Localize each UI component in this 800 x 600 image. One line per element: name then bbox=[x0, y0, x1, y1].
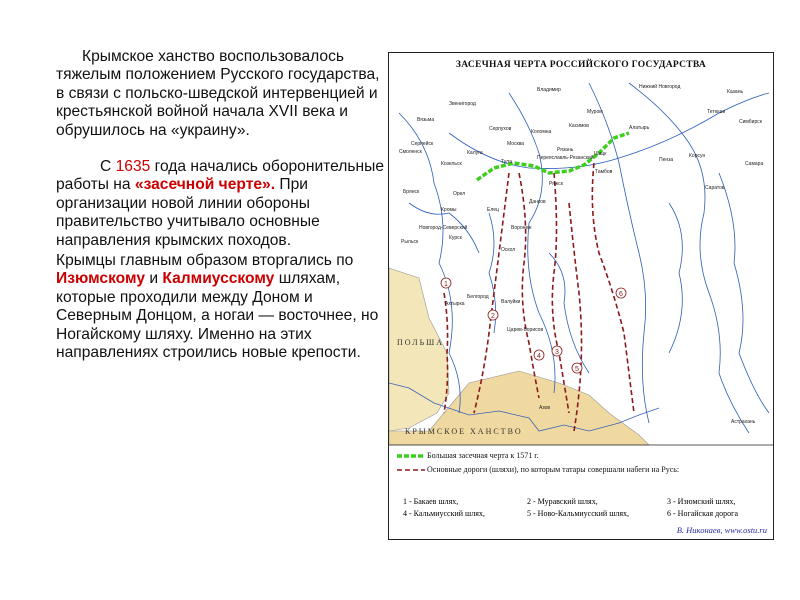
historical-map bbox=[388, 52, 774, 540]
map-title: ЗАСЕЧНАЯ ЧЕРТА РОССИЙСКОГО ГОСУДАРСТВА bbox=[455, 60, 707, 70]
road-number-6: 6 bbox=[619, 291, 623, 298]
city-kaluga: Калуга bbox=[467, 150, 483, 156]
road-number-2: 2 bbox=[491, 313, 495, 320]
road-number-3: 3 bbox=[555, 349, 559, 356]
city-azov: Азов bbox=[539, 405, 551, 411]
legend-defense-text: Большая засечная черта к 1571 г. bbox=[427, 451, 539, 460]
city-shatsk: Шацк bbox=[594, 151, 607, 157]
city-akhtyrka: Ахтырка bbox=[445, 301, 465, 307]
city-simbirsk: Симбирск bbox=[739, 119, 762, 125]
city-tambov: Тамбов bbox=[595, 169, 613, 175]
city-orel: Орел bbox=[453, 191, 466, 197]
p3-and: и bbox=[145, 270, 163, 288]
city-kolomna: Коломна bbox=[531, 129, 552, 135]
road-3: 3 - Изюмский шлях, bbox=[667, 497, 736, 506]
city-murom: Муром bbox=[587, 109, 603, 115]
city-kursk: Курск bbox=[449, 235, 462, 241]
city-serpeysk: Серпейск bbox=[411, 141, 434, 147]
p3-suffix: шляхам, которые проходили между Доном и Северным Донцом, а ногаи — восточнее, но Ногайскому шляху. Именно на этих направлениях строились новые крепости. bbox=[56, 270, 379, 362]
city-smolensk: Смоленск bbox=[399, 149, 422, 155]
region-crimea-label: КРЫМСКОЕ ХАНСТВО bbox=[405, 427, 523, 436]
city-tetyushi: Тетюши bbox=[707, 109, 726, 115]
road-number-4: 4 bbox=[537, 353, 541, 360]
city-valuyki: Валуйки bbox=[501, 299, 521, 305]
city-zvenigorod: Звенигород bbox=[449, 101, 476, 107]
city-penza: Пенза bbox=[659, 157, 674, 163]
city-novgorod-seversky: Новгород-Северский bbox=[419, 225, 468, 231]
city-nizhny: Нижний Новгород bbox=[639, 84, 681, 90]
road-markers bbox=[441, 278, 626, 373]
poland-region bbox=[389, 268, 449, 431]
city-vyazma: Вязьма bbox=[417, 117, 435, 123]
city-serpukhov: Серпухов bbox=[489, 126, 512, 132]
city-kromy: Кромы bbox=[441, 207, 457, 213]
city-kozelsk: Козельск bbox=[441, 161, 462, 167]
city-alatyr: Алатырь bbox=[629, 125, 650, 131]
city-kasimov: Касимов bbox=[569, 123, 589, 129]
zasechnaya-cherta-term: «засечной черте». bbox=[134, 176, 276, 194]
city-rylsk: Рыльск bbox=[401, 239, 419, 245]
legend-row-roads bbox=[427, 465, 767, 474]
izyum-road-term: Изюмскому bbox=[56, 270, 145, 288]
p3-prefix: Крымцы главным образом вторгались по bbox=[56, 252, 354, 270]
city-dankov: Данков bbox=[529, 199, 546, 205]
city-saratov: Саратов bbox=[705, 185, 725, 191]
region-poland-label: ПОЛЬША bbox=[397, 338, 445, 347]
city-pereyaslavl: Переяславль-Рязанский bbox=[537, 155, 594, 161]
road-2: 2 - Муравский шлях, bbox=[527, 497, 598, 506]
p2-middle: года начались оборонительные работы на bbox=[56, 158, 384, 194]
road-1: 1 - Бакаев шлях, bbox=[403, 497, 459, 506]
map-credit: В. Никонаев, www.ostu.ru bbox=[676, 525, 767, 535]
city-ryazan: Рязань bbox=[557, 147, 574, 153]
city-bryansk: Брянск bbox=[403, 189, 420, 195]
road-number-5: 5 bbox=[575, 366, 579, 373]
city-korsun: Корсун bbox=[689, 153, 706, 159]
kalmius-road-term: Калмиусскому bbox=[162, 270, 275, 288]
road-number-1: 1 bbox=[444, 281, 448, 288]
city-samara: Самара bbox=[745, 161, 764, 167]
road-5: 5 - Ново-Кальмиусский шлях, bbox=[527, 509, 630, 518]
city-tsarev-borisov: Царев-Борисов bbox=[507, 327, 544, 333]
road-4: 4 - Кальмиусский шлях, bbox=[403, 509, 485, 518]
rivers bbox=[399, 83, 769, 433]
p2-prefix: С bbox=[100, 158, 116, 176]
year-1635: 1635 bbox=[115, 158, 151, 176]
paragraph-1635-works bbox=[56, 158, 386, 250]
road-6: 6 - Ногайская дорога bbox=[667, 509, 739, 518]
city-ryazhsk: Ряжск bbox=[549, 181, 563, 187]
city-kazan: Казань bbox=[727, 89, 744, 95]
city-oskol: Оскол bbox=[501, 247, 516, 253]
legend-roads-text: Основные дороги (шляхи), по которым татары совершали набеги на Русь: bbox=[427, 465, 680, 474]
city-elets: Елец bbox=[487, 207, 499, 213]
city-moscow: Москва bbox=[507, 141, 525, 147]
city-tula: Тула bbox=[501, 159, 512, 165]
paragraph-crimean-khanate: Крымское ханство воспользовалось тяжелым положением Русского государства, в связи с польско-шведской интервенцией и крестьянской войной начала XVII века и обрушилось на «украину». bbox=[56, 48, 380, 139]
city-vladimir: Владимир bbox=[537, 87, 561, 93]
city-belgorod: Белгород bbox=[467, 294, 489, 300]
city-astrakhan: Астрахань bbox=[731, 419, 756, 425]
text-panel bbox=[56, 48, 386, 363]
paragraph-raids bbox=[56, 252, 386, 362]
p2-suffix: При организации новой линии обороны правительство учитывало основные направления крымских походов. bbox=[56, 176, 320, 249]
city-voronezh: Воронеж bbox=[511, 225, 532, 231]
